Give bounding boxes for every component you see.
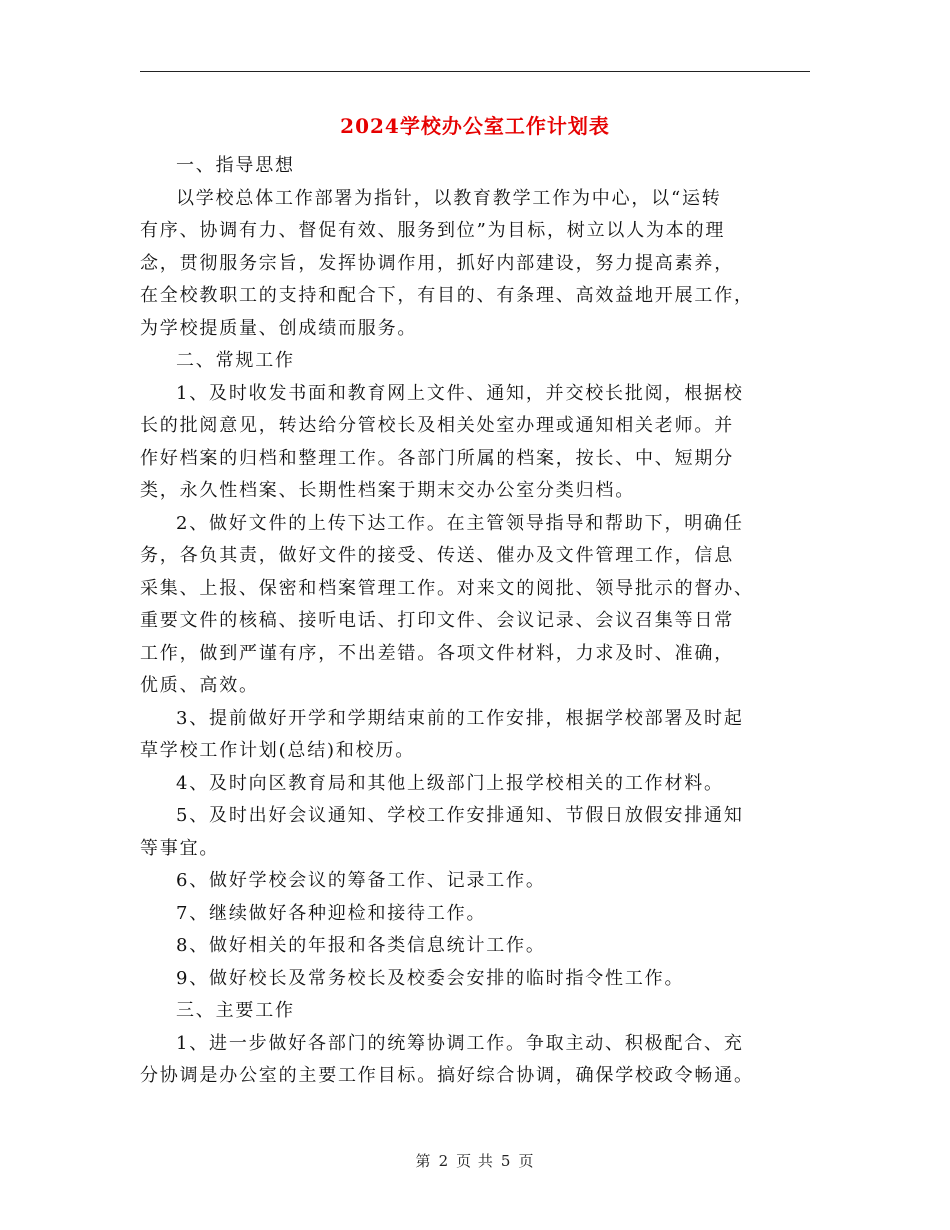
paragraph: 1、进一步做好各部门的统筹协调工作。争取主动、积极配合、充 分协调是办公室的主要工作目标。搞好综合协调，确保学校政令畅通。 <box>140 1032 754 1086</box>
paragraph: 2、做好文件的上传下达工作。在主管领导指导和帮助下，明确任 务，各负其责，做好文件的接受、传送、催办及文件管理工作，信息 采集、上报、保密和档案管理工作。对来文的阅批、领导批示的督办、 重要文件的核稿、接听电话、打印文件、会议记录、会议召集等日常 工作，做到严谨有序，不出差错。各项文件材料，力求及时、准确， 优质、高效。 <box>140 512 754 696</box>
document-title: 2024学校办公室工作计划表 <box>340 114 610 138</box>
footer-middle: 页 共 <box>456 1152 494 1170</box>
footer-page-number: 2 <box>438 1152 450 1170</box>
paragraph: 9、做好校长及常务校长及校委会安排的临时指令性工作。 <box>176 967 685 989</box>
paragraph: 1、及时收发书面和教育网上文件、通知，并交校长批阅，根据校 长的批阅意见，转达给分管校长及相关处室办理或通知相关老师。并 作好档案的归档和整理工作。各部门所属的档案，按长、中、短期分 类，永久性档案、长期性档案于期末交办公室分类归档。 <box>140 382 744 501</box>
page-footer <box>0 1150 950 1172</box>
footer-page-total: 5 <box>500 1152 512 1170</box>
section-heading-guiding-thought: 一、指导思想 <box>176 155 295 176</box>
document-body <box>140 150 810 1093</box>
paragraph: 5、及时出好会议通知、学校工作安排通知、节假日放假安排通知 等事宜。 <box>140 805 744 859</box>
paragraph: 4、及时向区教育局和其他上级部门上报学校相关的工作材料。 <box>176 772 724 794</box>
paragraph: 7、继续做好各种迎检和接待工作。 <box>176 902 487 924</box>
header-rule <box>140 71 810 72</box>
footer-suffix: 页 <box>518 1152 535 1170</box>
section-heading-routine-work: 二、常规工作 <box>176 350 295 371</box>
paragraph: 以学校总体工作部署为指针，以教育教学工作为中心，以“运转 有序、协调有力、督促有效、服务到位”为目标，树立以人为本的理 念，贯彻服务宗旨，发挥协调作用，抓好内部建设，努力提高素养， 在全校教职工的支持和配合下，有目的、有条理、高效益地开展工作， 为学校提质量、创成绩而服务。 <box>140 187 754 339</box>
paragraph: 6、做好学校会议的筹备工作、记录工作。 <box>176 870 546 891</box>
footer-prefix: 第 <box>415 1152 432 1170</box>
paragraph: 3、提前做好开学和学期结束前的工作安排，根据学校部署及时起 草学校工作计划(总结)和校历。 <box>140 707 744 761</box>
paragraph: 8、做好相关的年报和各类信息统计工作。 <box>176 935 546 956</box>
section-heading-main-work: 三、主要工作 <box>176 1000 295 1021</box>
